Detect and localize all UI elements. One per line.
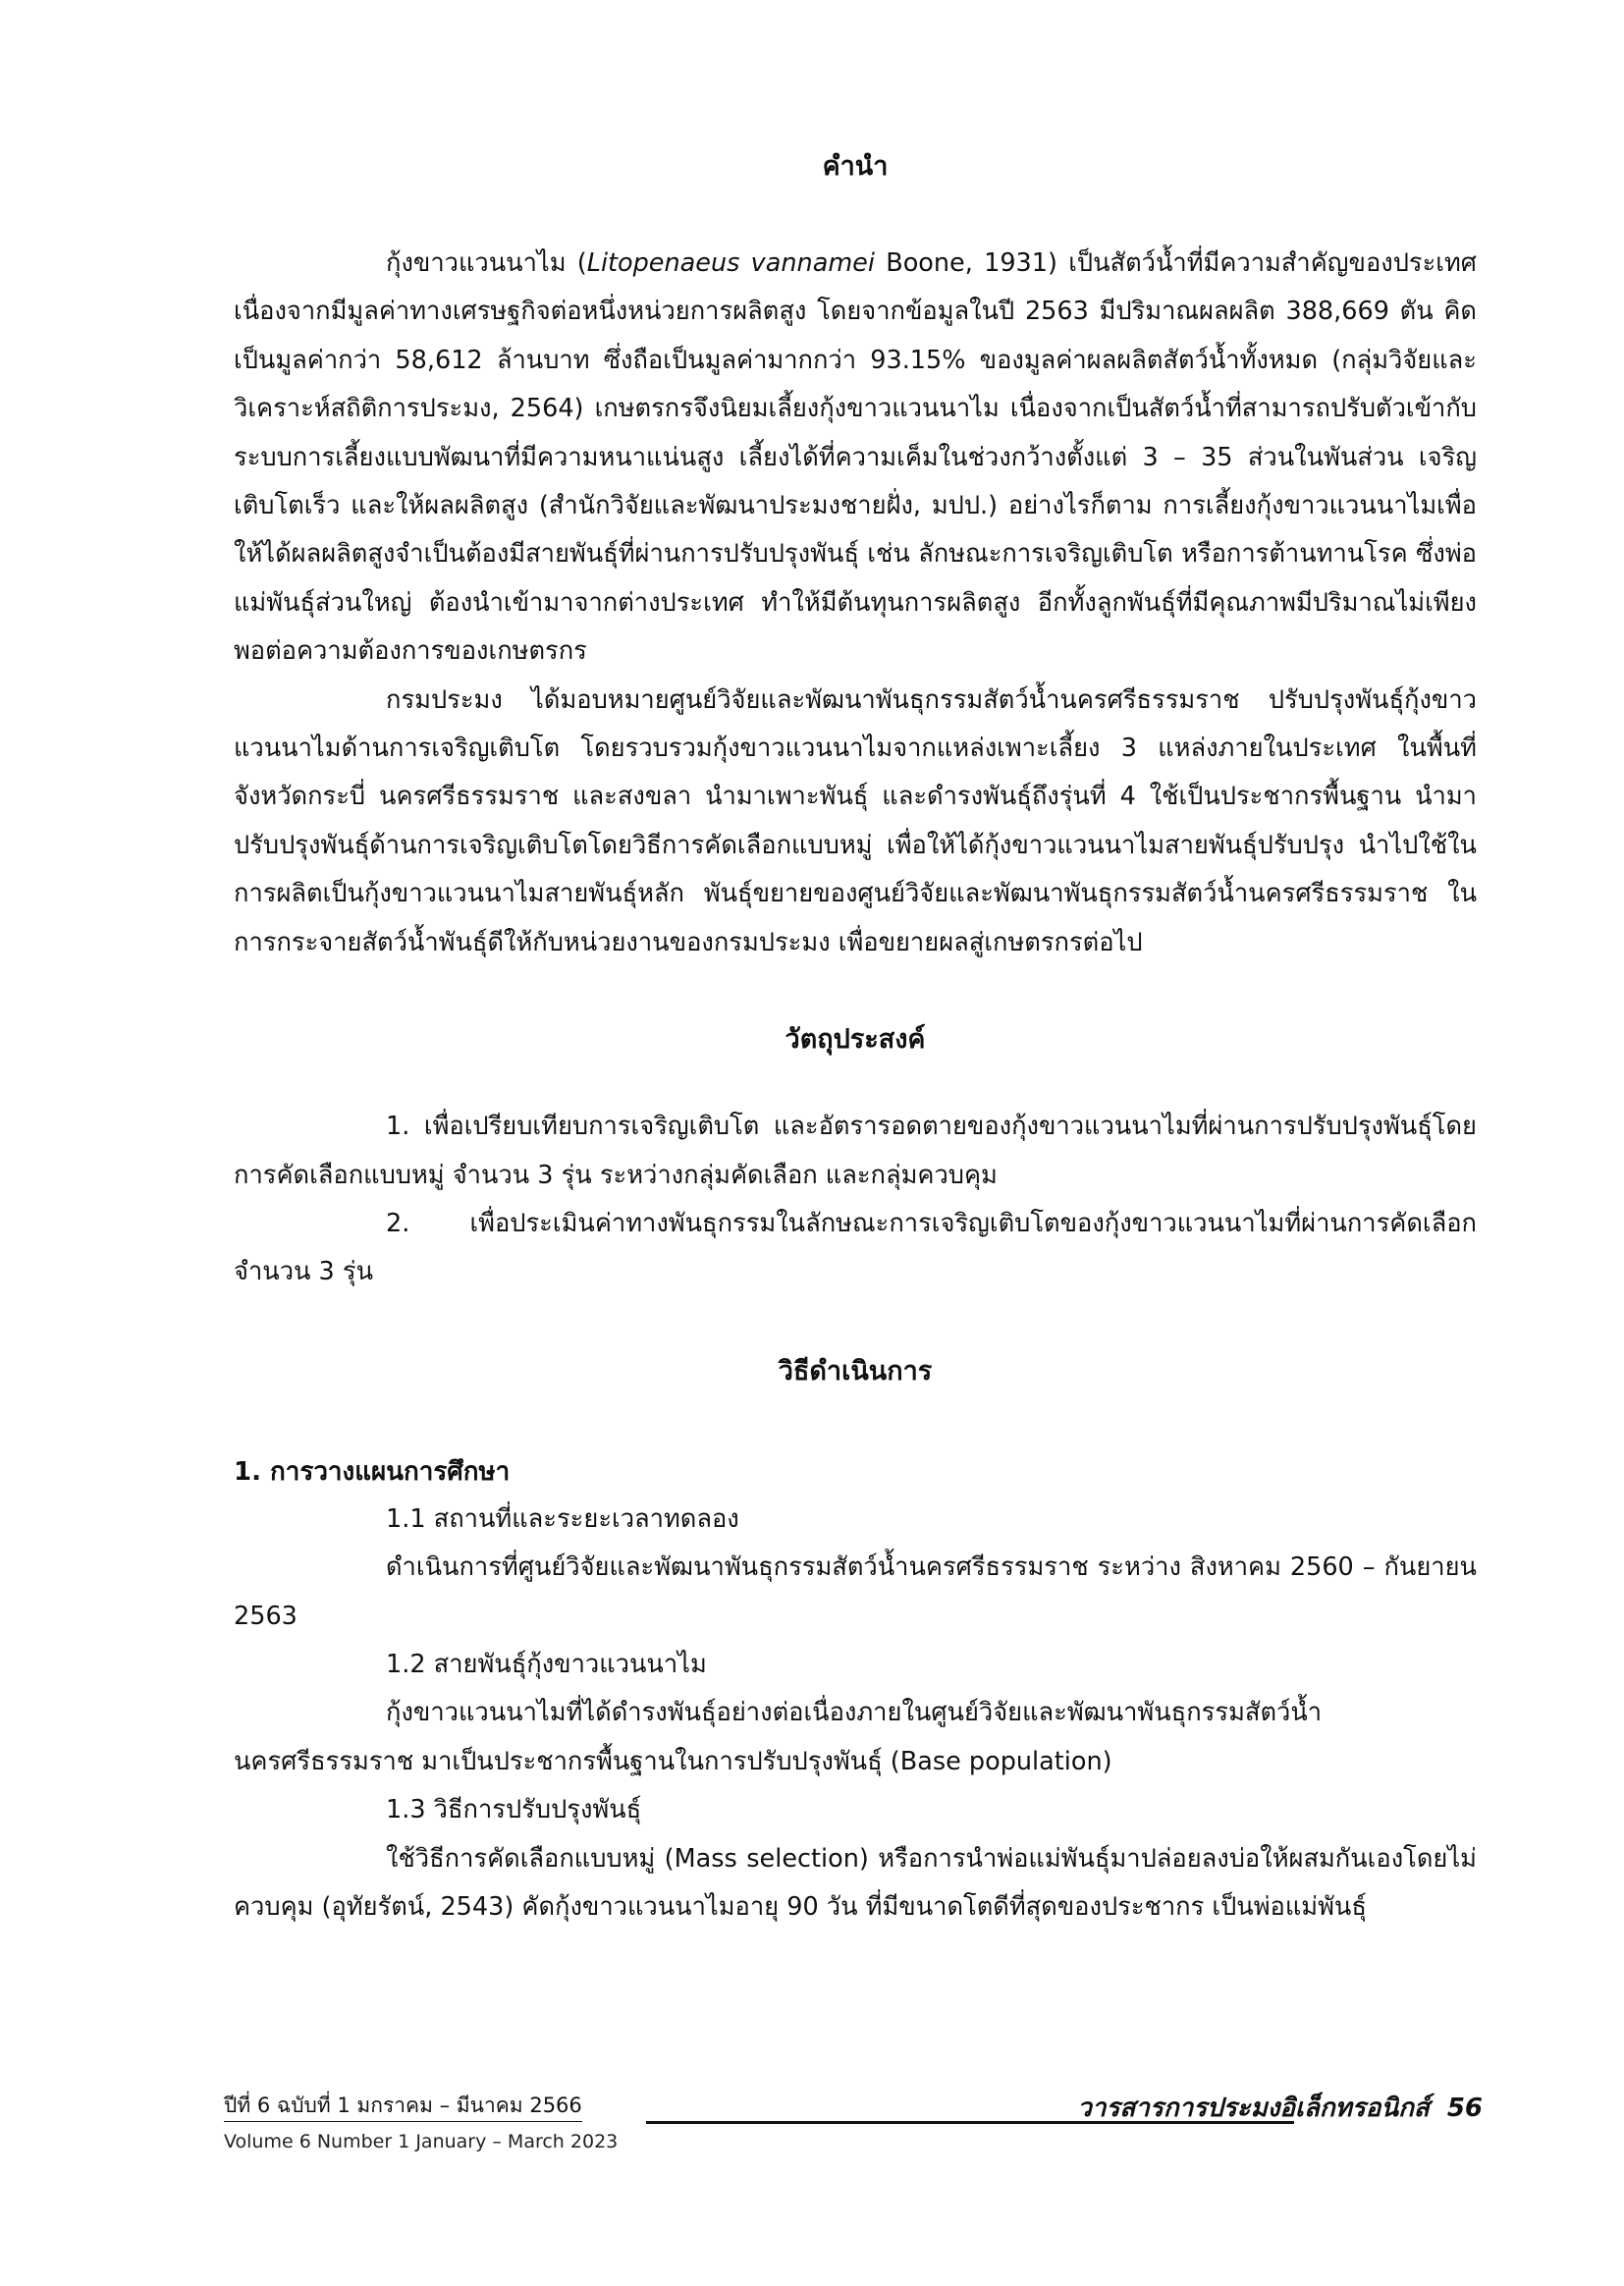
footer-issue-english: Volume 6 Number 1 January – March 2023 <box>224 2131 619 2152</box>
introduction-heading: คำนำ <box>822 151 889 182</box>
subsection-1-1-title: 1.1 สถานที่และระยะเวลาทดลอง <box>386 1503 739 1534</box>
section-1-title: 1. การวางแผนการศึกษา <box>234 1456 511 1487</box>
subsection-1-3-title: 1.3 วิธีการปรับปรุงพันธุ์ <box>386 1795 642 1825</box>
subsection-1-1-text: ดำเนินการที่ศูนย์วิจัยและพัฒนาพันธุกรรมสัตว์น้ำนครศรีธรรมราช ระหว่าง สิงหาคม 2560 – กันยายน 2563 <box>234 1552 1477 1631</box>
page-footer <box>224 2092 1483 2170</box>
intro-paragraph-1 <box>234 240 1477 677</box>
page-number: 56 <box>1446 2094 1483 2123</box>
intro-paragraph-2: กรมประมง ได้มอบหมายศูนย์วิจัยและพัฒนาพันธุกรรมสัตว์น้ำนครศรีธรรมราช ปรับปรุงพันธุ์กุ้งขาวแวนนาไมด้านการเจริญเติบโต โดยรวบรวมกุ้งขาวแวนนาไมจากแหล่งเพาะเลี้ยง 3 แหล่งภายในประเทศ ในพื้นที่จังหวัดกระบี่ นครศรีธรรมราช และสงขลา นำมาเพาะพันธุ์ และดำรงพันธุ์ถึงรุ่นที่ 4 ใช้เป็นประชากรพื้นฐาน นำมาปรับปรุงพันธุ์ด้านการเจริญเติบโตโดยวิธีการคัดเลือกแบบหมู่ เพื่อให้ได้กุ้งขาวแวนนาไมสายพันธุ์ปรับปรุง นำไปใช้ในการผลิตเป็นกุ้งขาวแวนนาไมสายพันธุ์หลัก พันธุ์ขยายของศูนย์วิจัยและพัฒนาพันธุกรรมสัตว์น้ำนครศรีธรรมราช ในการกระจายสัตว์น้ำพันธุ์ดีให้กับหน่วยงานของกรมประมง เพื่อขยายผลสู่เกษตรกรต่อไป <box>234 684 1477 957</box>
footer-issue-thai: ปีที่ 6 ฉบับที่ 1 มกราคม – มีนาคม 2566 <box>224 2092 582 2122</box>
subsection-1-3-text: ใช้วิธีการคัดเลือกแบบหมู่ (Mass selection) หรือการนำพ่อแม่พันธุ์มาปล่อยลงบ่อให้ผสมกันเองโดยไม่ควบคุม (อุทัยรัตน์, 2543) คัดกุ้งขาวแวนนาไมอายุ 90 วัน ที่มีขนาดโตดีที่สุดของประชากร เป็นพ่อแม่พันธุ์ <box>234 1843 1477 1922</box>
journal-name: วารสารการประมงอิเล็กทรอนิกส์ <box>1077 2094 1430 2123</box>
objective-item-2: 2. เพื่อประเมินค่าทางพันธุกรรมในลักษณะการเจริญเติบโตของกุ้งขาวแวนนาไมที่ผ่านการคัดเลือกจำนวน 3 รุ่น <box>234 1208 1477 1287</box>
intro-p1-pre: กุ้งขาวแวนนาไม ( <box>386 248 587 278</box>
species-name: Litopenaeus vannamei <box>586 248 875 278</box>
intro-p1-post: Boone, 1931) เป็นสัตว์น้ำที่มีความสำคัญของประเทศ เนื่องจากมีมูลค่าทางเศรษฐกิจต่อหนึ่งหน่วยการผลิตสูง โดยจากข้อมูลในปี 2563 มีปริมาณผลผลิต 388,669 ตัน คิดเป็นมูลค่ากว่า 58,612 ล้านบาท ซึ่งถือเป็นมูลค่ามากกว่า 93.15% ของมูลค่าผลผลิตสัตว์น้ำทั้งหมด (กลุ่มวิจัยและวิเคราะห์สถิติการประมง, 2564) เกษตรกรจึงนิยมเลี้ยงกุ้งขาวแวนนาไม เนื่องจากเป็นสัตว์น้ำที่สามารถปรับตัวเข้ากับระบบการเลี้ยงแบบพัฒนาที่มีความหนาแน่นสูง เลี้ยงได้ที่ความเค็มในช่วงกว้างตั้งแต่ 3 – 35 ส่วนในพันส่วน เจริญเติบโตเร็ว และให้ผลผลิตสูง (สำนักวิจัยและพัฒนาประมงชายฝั่ง, มปป.) อย่างไรก็ตาม การเลี้ยงกุ้งขาวแวนนาไมเพื่อให้ได้ผลผลิตสูงจำเป็นต้องมีสายพันธุ์ที่ผ่านการปรับปรุงพันธุ์ เช่น ลักษณะการเจริญเติบโต หรือการต้านทานโรค ซึ่งพ่อแม่พันธุ์ส่วนใหญ่ ต้องนำเข้ามาจากต่างประเทศ ทำให้มีต้นทุนการผลิตสูง อีกทั้งลูกพันธุ์ที่มีคุณภาพมีปริมาณไม่เพียงพอต่อความต้องการของเกษตรกร <box>234 248 1477 667</box>
objective-item-1: 1. เพื่อเปรียบเทียบการเจริญเติบโต และอัตรารอดตายของกุ้งขาวแวนนาไมที่ผ่านการปรับปรุงพันธุ์โดยการคัดเลือกแบบหมู่ จำนวน 3 รุ่น ระหว่างกลุ่มคัดเลือก และกลุ่มควบคุม <box>234 1112 1477 1190</box>
objectives-heading: วัตถุประสงค์ <box>785 1024 926 1056</box>
page-content <box>234 147 1477 1932</box>
footer-journal-title <box>1077 2092 1483 2125</box>
subsection-1-2-title: 1.2 สายพันธุ์กุ้งขาวแวนนาไม <box>386 1649 707 1679</box>
methods-heading: วิธีดำเนินการ <box>778 1355 933 1387</box>
subsection-1-2-text: กุ้งขาวแวนนาไมที่ได้ดำรงพันธุ์อย่างต่อเนื่องภายในศูนย์วิจัยและพัฒนาพันธุกรรมสัตว์น้ำนครศรีธรรมราช มาเป็นประชากรพื้นฐานในการปรับปรุงพันธุ์ (Base population) <box>234 1698 1323 1776</box>
